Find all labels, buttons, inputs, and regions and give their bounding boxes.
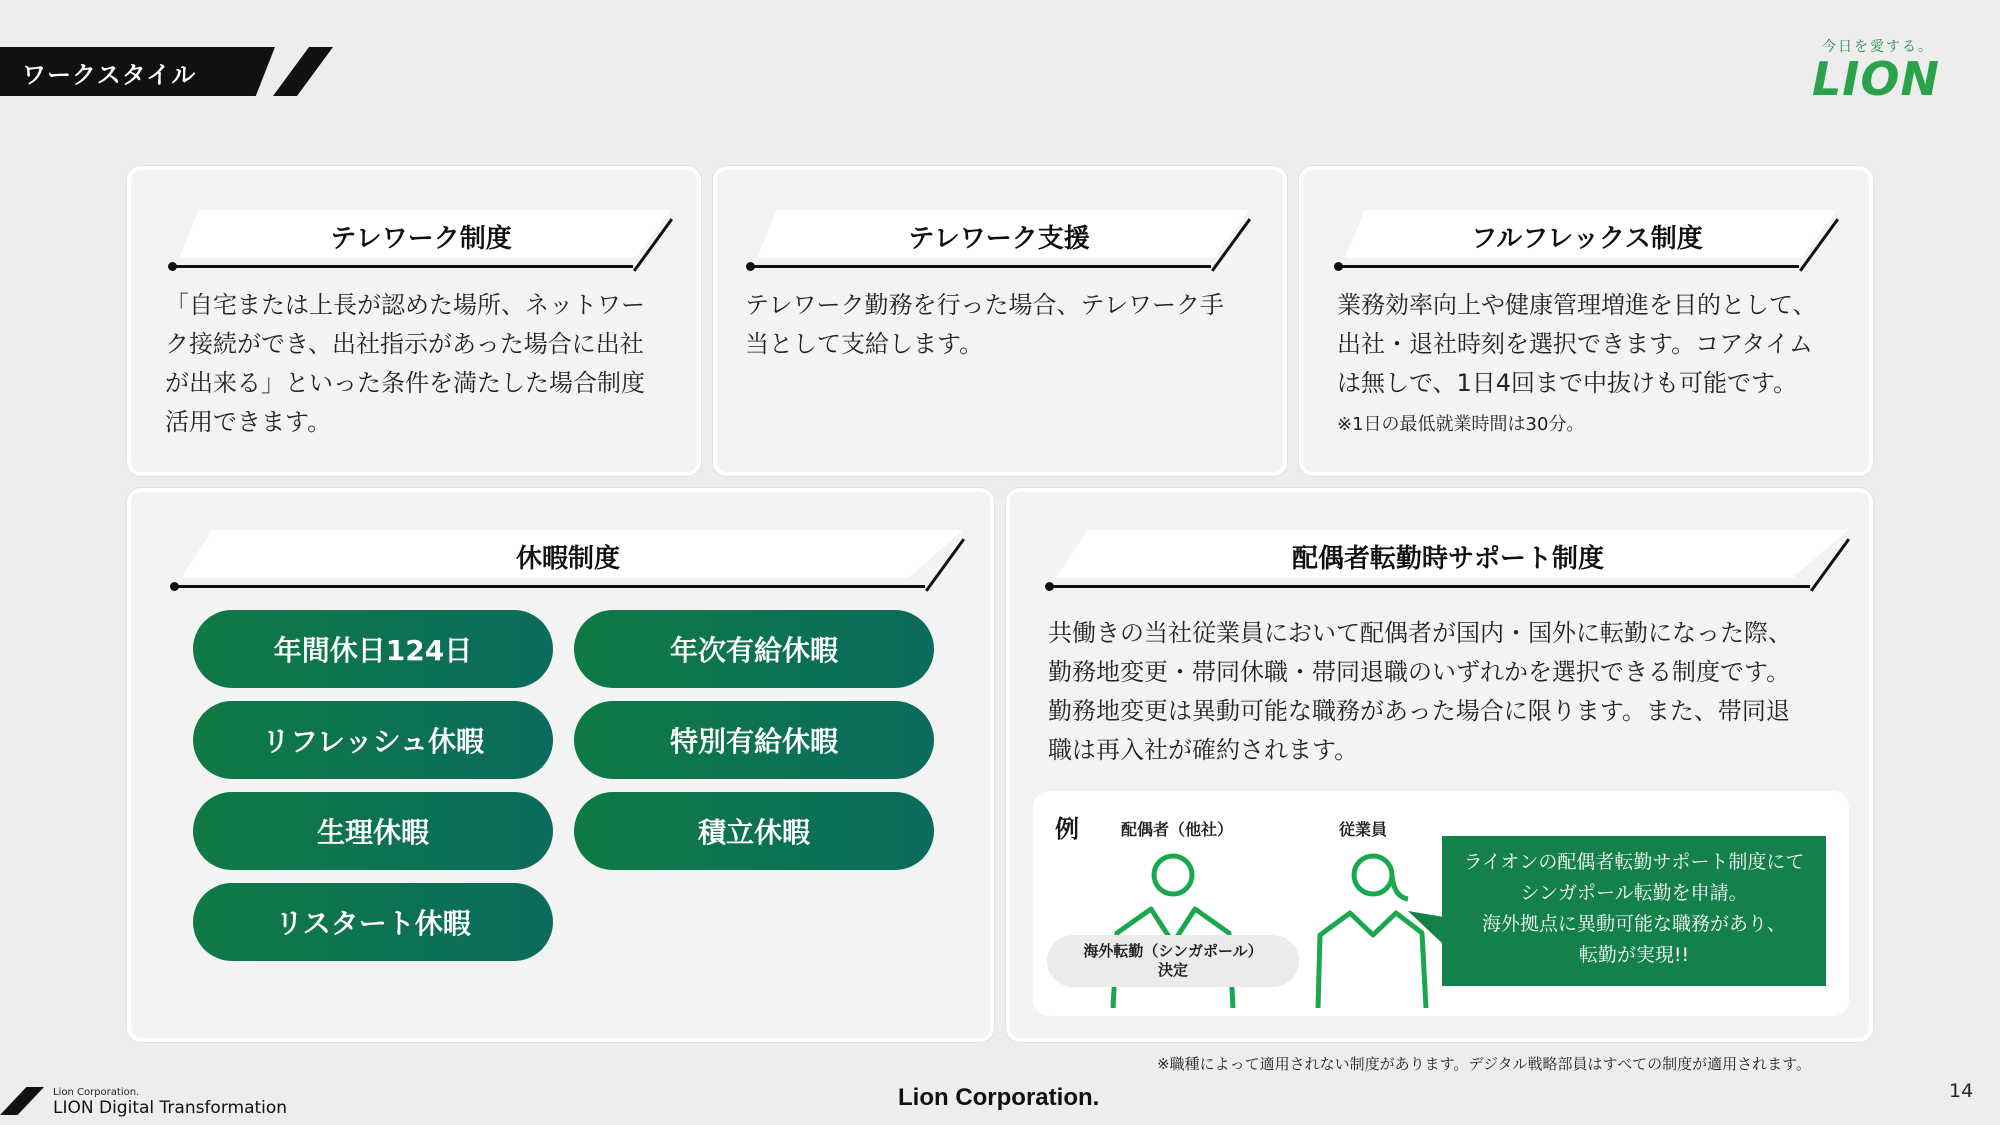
section-title: ワークスタイル bbox=[22, 61, 197, 89]
card-heading bbox=[1337, 206, 1837, 268]
card-body bbox=[1337, 286, 1857, 403]
speech-bubble bbox=[1442, 836, 1826, 986]
card-heading bbox=[749, 206, 1249, 268]
card-title: 配偶者転勤時サポート制度 bbox=[1291, 544, 1604, 574]
speech-line: 海外拠点に異動可能な職務があり、 bbox=[1481, 913, 1786, 935]
card-title: テレワーク支援 bbox=[908, 224, 1090, 254]
card-full-flex bbox=[1299, 166, 1873, 476]
body-line: 当として支給します。 bbox=[745, 330, 984, 358]
body-line: 出社・退社時刻を選択できます。コアタイム bbox=[1337, 330, 1813, 358]
body-line: ク接続ができ、出社指示があった場合に出社 bbox=[165, 330, 644, 358]
card-telework-support bbox=[713, 166, 1287, 476]
heading-dot bbox=[168, 262, 177, 271]
leave-pill-annual-holidays: 年間休日124日 bbox=[193, 610, 553, 688]
speech-line: 転勤が実現!! bbox=[1578, 944, 1690, 966]
card-title: フルフレックス制度 bbox=[1471, 224, 1703, 254]
employee-label: 従業員 bbox=[1339, 820, 1388, 839]
footer-note: ※職種によって適用されない制度があります。デジタル戦略部員はすべての制度が適用されます。 bbox=[1157, 1055, 1811, 1073]
leave-pill-menstrual: 生理休暇 bbox=[193, 792, 553, 870]
leave-pill-special-paid: 特別有給休暇 bbox=[574, 701, 934, 779]
spouse-label: 配偶者（他社） bbox=[1121, 820, 1234, 839]
card-body bbox=[1048, 614, 1848, 770]
footer-company-small: Lion Corporation. bbox=[53, 1087, 140, 1098]
body-line: 職は再入社が確約されます。 bbox=[1048, 736, 1359, 764]
transfer-line: 海外転勤（シンガポール） bbox=[1083, 942, 1263, 960]
heading-dot bbox=[746, 262, 755, 271]
example-box bbox=[1033, 791, 1849, 1016]
speech-line: シンガポール転勤を申請。 bbox=[1520, 882, 1748, 904]
example-label: 例 bbox=[1055, 815, 1079, 843]
card-leave-system bbox=[127, 488, 994, 1042]
body-line: 「自宅または上長が認めた場所、ネットワー bbox=[165, 291, 645, 319]
speech-line: ライオンの配偶者転勤サポート制度にて bbox=[1463, 851, 1805, 873]
logo-tagline: 今日を愛する。 bbox=[1822, 39, 1934, 55]
card-heading bbox=[1048, 526, 1848, 588]
heading-underline bbox=[1048, 585, 1810, 588]
body-line: 活用できます。 bbox=[165, 408, 332, 436]
leave-pill-refresh: リフレッシュ休暇 bbox=[193, 701, 553, 779]
card-telework-system bbox=[127, 166, 701, 476]
heading-underline bbox=[173, 585, 925, 588]
lion-logo: LION bbox=[1812, 52, 1941, 106]
heading-dot bbox=[170, 582, 179, 591]
page-number: 14 bbox=[1949, 1080, 1974, 1102]
heading-dot bbox=[1045, 582, 1054, 591]
card-title: テレワーク制度 bbox=[330, 224, 512, 254]
body-line: 勤務地変更は異動可能な職務があった場合に限ります。また、帯同退 bbox=[1048, 697, 1790, 725]
heading-underline bbox=[1337, 265, 1799, 268]
body-line: は無しで、1日4回まで中抜けも可能です。 bbox=[1337, 369, 1798, 397]
body-line: テレワーク勤務を行った場合、テレワーク手 bbox=[745, 291, 1225, 319]
card-body bbox=[745, 286, 1265, 364]
section-tag-stripe bbox=[273, 47, 333, 96]
body-line: 共働きの当社従業員において配偶者が国内・国外に転勤になった際、 bbox=[1048, 619, 1792, 647]
footer-company: Lion Corporation. bbox=[898, 1084, 1100, 1111]
card-body bbox=[165, 286, 685, 442]
body-line: が出来る」といった条件を満たした場合制度 bbox=[165, 369, 645, 397]
body-line: 業務効率向上や健康管理増進を目的として、 bbox=[1337, 291, 1817, 319]
body-line: 勤務地変更・帯同休職・帯同退職のいずれかを選択できる制度です。 bbox=[1048, 658, 1791, 686]
card-heading bbox=[171, 206, 671, 268]
heading-underline bbox=[749, 265, 1211, 268]
transfer-line: 決定 bbox=[1157, 961, 1188, 979]
footer-mark bbox=[0, 1087, 44, 1115]
transfer-badge bbox=[1047, 935, 1299, 987]
heading-dot bbox=[1334, 262, 1343, 271]
card-heading bbox=[173, 526, 963, 588]
heading-underline bbox=[171, 265, 633, 268]
leave-pill-restart: リスタート休暇 bbox=[193, 883, 553, 961]
card-note: ※1日の最低就業時間は30分。 bbox=[1337, 414, 1585, 435]
footer-division: LION Digital Transformation bbox=[53, 1098, 288, 1118]
card-title: 休暇制度 bbox=[515, 544, 620, 574]
leave-pill-paid-leave: 年次有給休暇 bbox=[574, 610, 934, 688]
leave-pill-accumulated: 積立休暇 bbox=[574, 792, 934, 870]
